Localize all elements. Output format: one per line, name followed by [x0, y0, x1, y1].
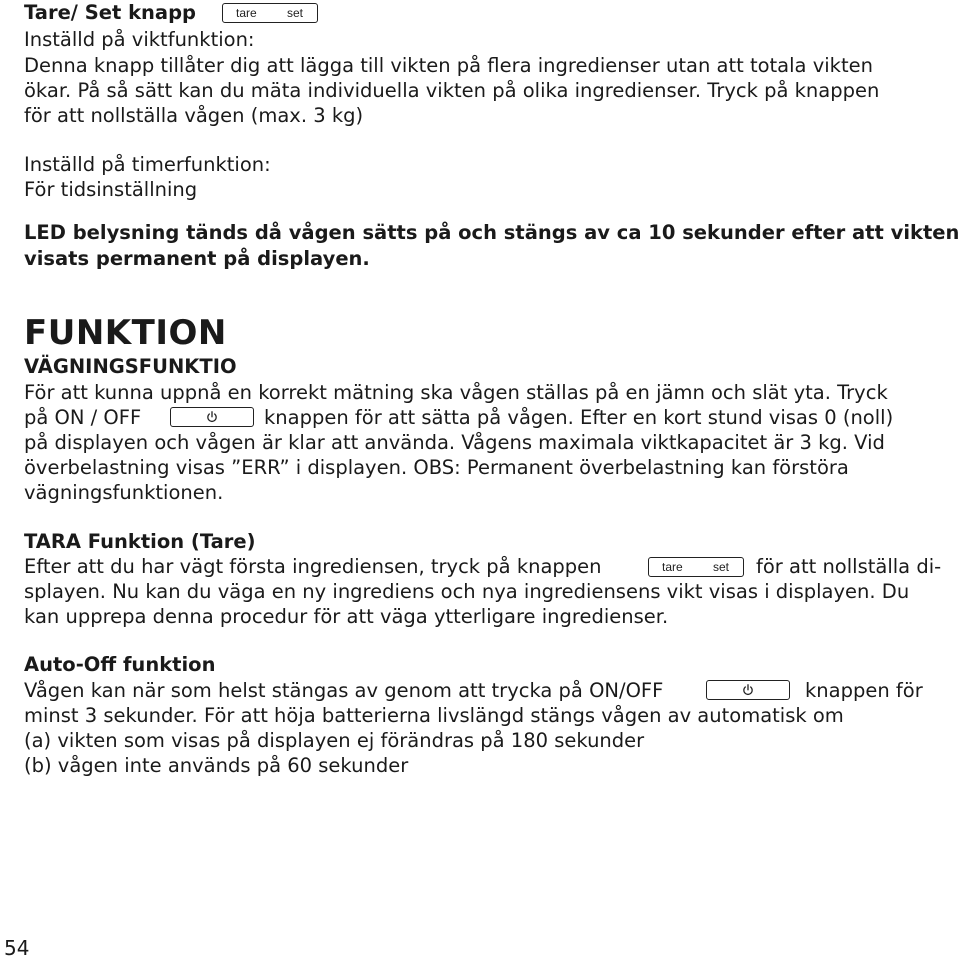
auto-off-line-3: (a) vikten som visas på displayen ej förändras på 180 sekunder: [24, 729, 645, 752]
tare-label: tare: [236, 6, 257, 20]
led-note-line-2: visats permanent på displayen.: [24, 247, 370, 270]
auto-off-line-1-before: Vågen kan när som helst stängas av genom att trycka på ON/OFF: [24, 679, 664, 702]
auto-off-line-4: (b) vågen inte används på 60 sekunder: [24, 754, 409, 777]
led-note-line-1: LED belysning tänds då vågen sätts på och stängs av ca 10 sekunder efter att vikten: [24, 221, 960, 244]
page-number: 54: [4, 936, 30, 960]
funktion-line-1: För att kunna uppnå en korrekt mätning ska vågen ställas på en jämn och slät yta. Tryck: [24, 381, 888, 404]
power-button-graphic: [170, 407, 254, 427]
funktion-line-3: på displayen och vågen är klar att använda. Vågens maximala viktkapacitet är 3 kg. Vid: [24, 431, 885, 454]
set-label: set: [712, 560, 729, 574]
power-icon: [206, 411, 218, 423]
funktion-subtitle: VÄGNINGSFUNKTIO: [24, 355, 237, 378]
weight-mode-line-3: för att nollställa vågen (max. 3 kg): [24, 104, 364, 127]
funktion-title: FUNKTION: [24, 313, 227, 353]
weight-mode-label: Inställd på viktfunktion:: [24, 28, 255, 51]
weight-mode-line-2: ökar. På så sätt kan du mäta individuella vikten på olika ingredienser. Tryck på knappen: [24, 79, 880, 102]
tare-set-button-graphic-2: [648, 557, 744, 577]
tara-heading: TARA Funktion (Tare): [24, 530, 256, 553]
set-label: set: [286, 6, 303, 20]
funktion-line-4: överbelastning visas ”ERR” i displayen. OBS: Permanent överbelastning kan förstöra: [24, 456, 849, 479]
tara-line-1-after: för att nollställa di-: [756, 555, 942, 578]
auto-off-line-1-after: knappen för: [805, 679, 923, 702]
weight-mode-line-1: Denna knapp tillåter dig att lägga till vikten på flera ingredienser utan att totala vikten: [24, 54, 873, 77]
power-button-graphic-2: [706, 680, 790, 700]
timer-mode-text: För tidsinställning: [24, 178, 198, 201]
tara-line-2: splayen. Nu kan du väga en ny ingrediens och nya ingrediensens vikt visas i displayen. Du: [24, 580, 910, 603]
power-icon: [742, 684, 754, 696]
tare-set-heading: Tare/ Set knapp: [24, 1, 197, 24]
funktion-line-2-before: på ON / OFF: [24, 406, 142, 429]
tare-label: tare: [662, 560, 683, 574]
funktion-line-2-after: knappen för att sätta på vågen. Efter en kort stund visas 0 (noll): [264, 406, 894, 429]
auto-off-heading: Auto-Off funktion: [24, 653, 216, 676]
tara-line-3: kan upprepa denna procedur för att väga ytterligare ingredienser.: [24, 605, 669, 628]
auto-off-line-2: minst 3 sekunder. För att höja batterierna livslängd stängs vågen av automatisk om: [24, 704, 844, 727]
timer-mode-label: Inställd på timerfunktion:: [24, 153, 271, 176]
tara-line-1-before: Efter att du har vägt första ingrediensen, tryck på knappen: [24, 555, 602, 578]
tare-set-button-graphic: [222, 3, 318, 23]
funktion-line-5: vägningsfunktionen.: [24, 481, 224, 504]
